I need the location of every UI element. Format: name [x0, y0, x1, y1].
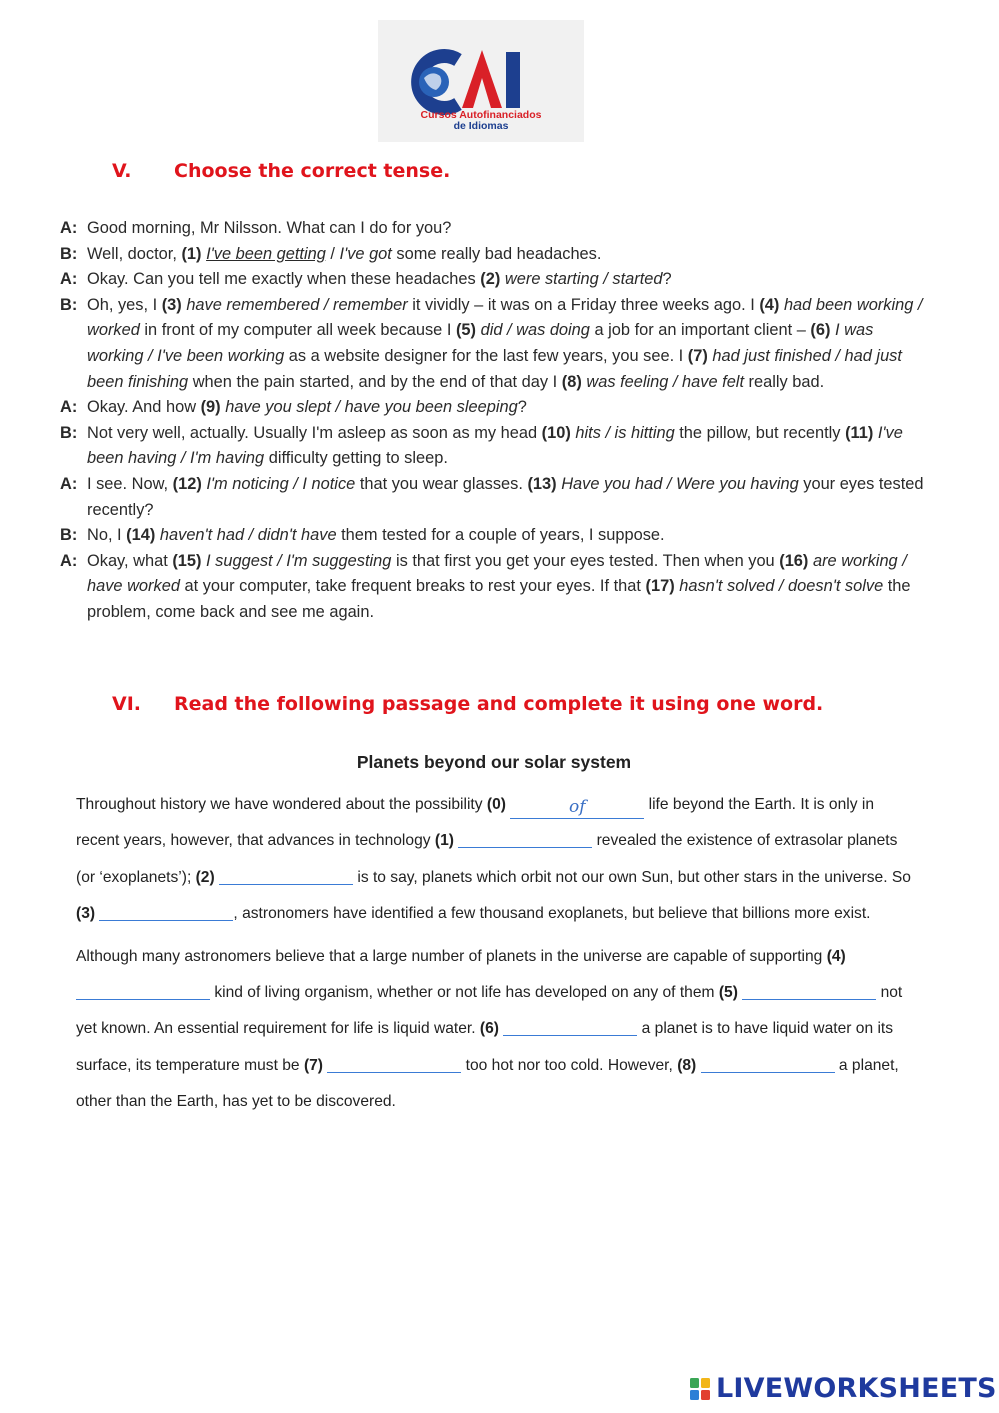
- speaker-label: B:: [60, 423, 78, 442]
- dialogue-turn: [60, 421, 930, 472]
- speaker-label: A:: [60, 398, 78, 417]
- item-number: (8): [561, 372, 582, 391]
- tense-choice[interactable]: had been working / worked: [87, 295, 923, 340]
- passage-paragraph-2: Although many astronomers believe that a large number of planets in the universe are capable of supporting (4) kind of living organism, whether or not life has developed on any of them (5) not yet known. An essential requirement for life is liquid water. (6) a planet is to have liquid water on its surface, its temperature must be (7) too hot nor too cold. However, (8) a planet, other than the Earth, has yet to be discovered.: [76, 947, 903, 1111]
- tense-choice[interactable]: Have you had / Were you having: [561, 474, 799, 493]
- gap-number: (2): [195, 868, 215, 886]
- gap-0-example-answer: of: [510, 800, 644, 819]
- section-number: V.: [112, 160, 132, 182]
- liveworksheets-mark-icon: [690, 1378, 710, 1400]
- gap-3-input[interactable]: [99, 902, 233, 921]
- gap-number: (8): [677, 1056, 697, 1074]
- dialogue-turn: [60, 395, 930, 421]
- passage-paragraph-1: Throughout history we have wondered about the possibility (0) of life beyond the Earth. It is only in recent years, however, that advances in technology (1) revealed the existence of extrasolar planets (or ‘exoplanets’); (2) is to say, planets which orbit not our own Sun, but other stars in the universe. So (3) , astronomers have identified a few thousand exoplanets, but believe that billions more exist.: [76, 796, 911, 923]
- speaker-label: B:: [60, 526, 78, 545]
- tense-choice[interactable]: are working / have worked: [87, 551, 907, 596]
- logo-line1: Cursos Autofinanciados: [420, 109, 542, 121]
- turn-text: I see. Now, (12) I'm noticing / I notice that you wear glasses. (13) Have you had / Were you having your eyes tested recently?: [87, 474, 924, 519]
- gap-number: (1): [434, 832, 454, 850]
- liveworksheets-wordmark: LIVEWORKSHEETS: [716, 1373, 997, 1404]
- dialogue-turn: [60, 216, 930, 242]
- tense-choice[interactable]: I'm noticing / I notice: [206, 474, 356, 493]
- cloze-passage: [76, 752, 912, 1121]
- gap-8-input[interactable]: [701, 1054, 835, 1073]
- gap-number: (7): [303, 1056, 323, 1074]
- tense-choice[interactable]: I've been getting: [206, 244, 326, 263]
- section-title: Choose the correct tense.: [174, 160, 451, 182]
- liveworksheets-brand: [690, 1373, 997, 1404]
- speaker-label: A:: [60, 551, 78, 570]
- tense-choice[interactable]: did / was doing: [480, 321, 590, 340]
- item-number: (7): [687, 346, 708, 365]
- tense-choice[interactable]: I was working / I've been working: [87, 321, 874, 365]
- section-v-heading: [112, 160, 450, 182]
- tense-choice[interactable]: hits / is hitting: [575, 423, 675, 442]
- gap-number: (6): [479, 1020, 499, 1038]
- speaker-label: A:: [60, 270, 78, 289]
- item-number: (16): [779, 551, 809, 570]
- dialogue-turn: [60, 472, 930, 523]
- gap-2-input[interactable]: [219, 866, 353, 885]
- dialogue-turn: [60, 242, 930, 268]
- item-number: (3): [161, 295, 182, 314]
- item-number: (17): [645, 577, 675, 596]
- turn-text: No, I (14) haven't had / didn't have them tested for a couple of years, I suppose.: [87, 526, 665, 545]
- dialogue-exercise: [60, 216, 930, 626]
- tense-choice[interactable]: haven't had / didn't have: [159, 526, 337, 545]
- turn-text: Okay. Can you tell me exactly when these headaches (2) were starting / started?: [87, 270, 672, 289]
- speaker-label: A:: [60, 219, 78, 237]
- passage-title: Planets beyond our solar system: [356, 752, 632, 772]
- gap-number: (0): [486, 796, 506, 813]
- tense-choice[interactable]: I've been having / I'm having: [87, 423, 903, 468]
- tense-choice[interactable]: I suggest / I'm suggesting: [206, 551, 392, 570]
- cai-logo: [378, 20, 584, 142]
- tense-choice[interactable]: were starting / started: [504, 270, 663, 289]
- item-number: (11): [845, 423, 874, 442]
- gap-number: (3): [76, 905, 96, 923]
- gap-7-input[interactable]: [327, 1054, 461, 1073]
- item-number: (1): [181, 244, 202, 263]
- item-number: (5): [455, 321, 477, 340]
- gap-number: (5): [718, 984, 738, 1002]
- item-number: (9): [200, 398, 221, 417]
- turn-text: Okay, what (15) I suggest / I'm suggesting is that first you get your eyes tested. Then when you (16) are working / have worked at your computer, take frequent breaks to rest your eyes. If that (17) hasn't solved / doesn't solve the problem, come back and see me again.: [87, 551, 911, 621]
- logo-line2: de Idiomas: [453, 120, 509, 132]
- logo-i-shape: [506, 52, 520, 108]
- tense-choice[interactable]: have remembered / remember: [186, 295, 408, 314]
- gap-4-input[interactable]: [76, 981, 210, 1000]
- dialogue-turn: [60, 267, 930, 293]
- section-vi-heading: [112, 693, 823, 715]
- turn-text: Not very well, actually. Usually I'm asleep as soon as my head (10) hits / is hitting the pillow, but recently (11) I've been having / I'm having difficulty getting to sleep.: [87, 423, 903, 468]
- item-number: (15): [172, 551, 202, 570]
- dialogue-turn: [60, 293, 930, 395]
- gap-number: (4): [826, 947, 846, 965]
- item-number: (14): [126, 526, 156, 545]
- tense-choice[interactable]: have you slept / have you been sleeping: [225, 398, 518, 417]
- tense-choice[interactable]: was feeling / have felt: [586, 372, 744, 391]
- tense-choice[interactable]: I've got: [339, 244, 392, 263]
- item-number: (12): [172, 474, 202, 493]
- gap-6-input[interactable]: [503, 1017, 637, 1036]
- dialogue-turn: [60, 523, 930, 549]
- item-number: (10): [541, 423, 571, 442]
- turn-text: Oh, yes, I (3) have remembered / remember it vividly – it was on a Friday three weeks ago. I (4) had been working / worked in front of my computer all week because I (5) did / was doing a job for an important client – (6) I was working / I've been working as a website designer for the last few years, you see. I (7) had just finished / had just been finishing when the pain started, and by the end of that day I (8) was feeling / have felt really bad.: [87, 295, 923, 391]
- tense-choice[interactable]: had just finished / had just been finishing: [87, 346, 902, 391]
- item-number: (2): [480, 270, 501, 289]
- gap-5-input[interactable]: [742, 981, 876, 1000]
- turn-text: Well, doctor, (1) I've been getting / I've got some really bad headaches.: [87, 244, 602, 263]
- tense-choice[interactable]: hasn't solved / doesn't solve: [679, 577, 884, 596]
- gap-1-input[interactable]: [458, 829, 592, 848]
- turn-text: Good morning, Mr Nilsson. What can I do for you?: [87, 219, 452, 237]
- item-number: (4): [759, 295, 780, 314]
- speaker-label: A:: [60, 474, 78, 493]
- speaker-label: B:: [60, 295, 78, 314]
- section-title: Read the following passage and complete it using one word.: [174, 693, 824, 715]
- speaker-label: B:: [60, 244, 78, 263]
- item-number: (6): [810, 321, 831, 340]
- turn-text: Okay. And how (9) have you slept / have you been sleeping?: [87, 398, 527, 417]
- item-number: (13): [527, 474, 557, 493]
- dialogue-turn: [60, 549, 930, 626]
- section-number: VI.: [112, 693, 141, 715]
